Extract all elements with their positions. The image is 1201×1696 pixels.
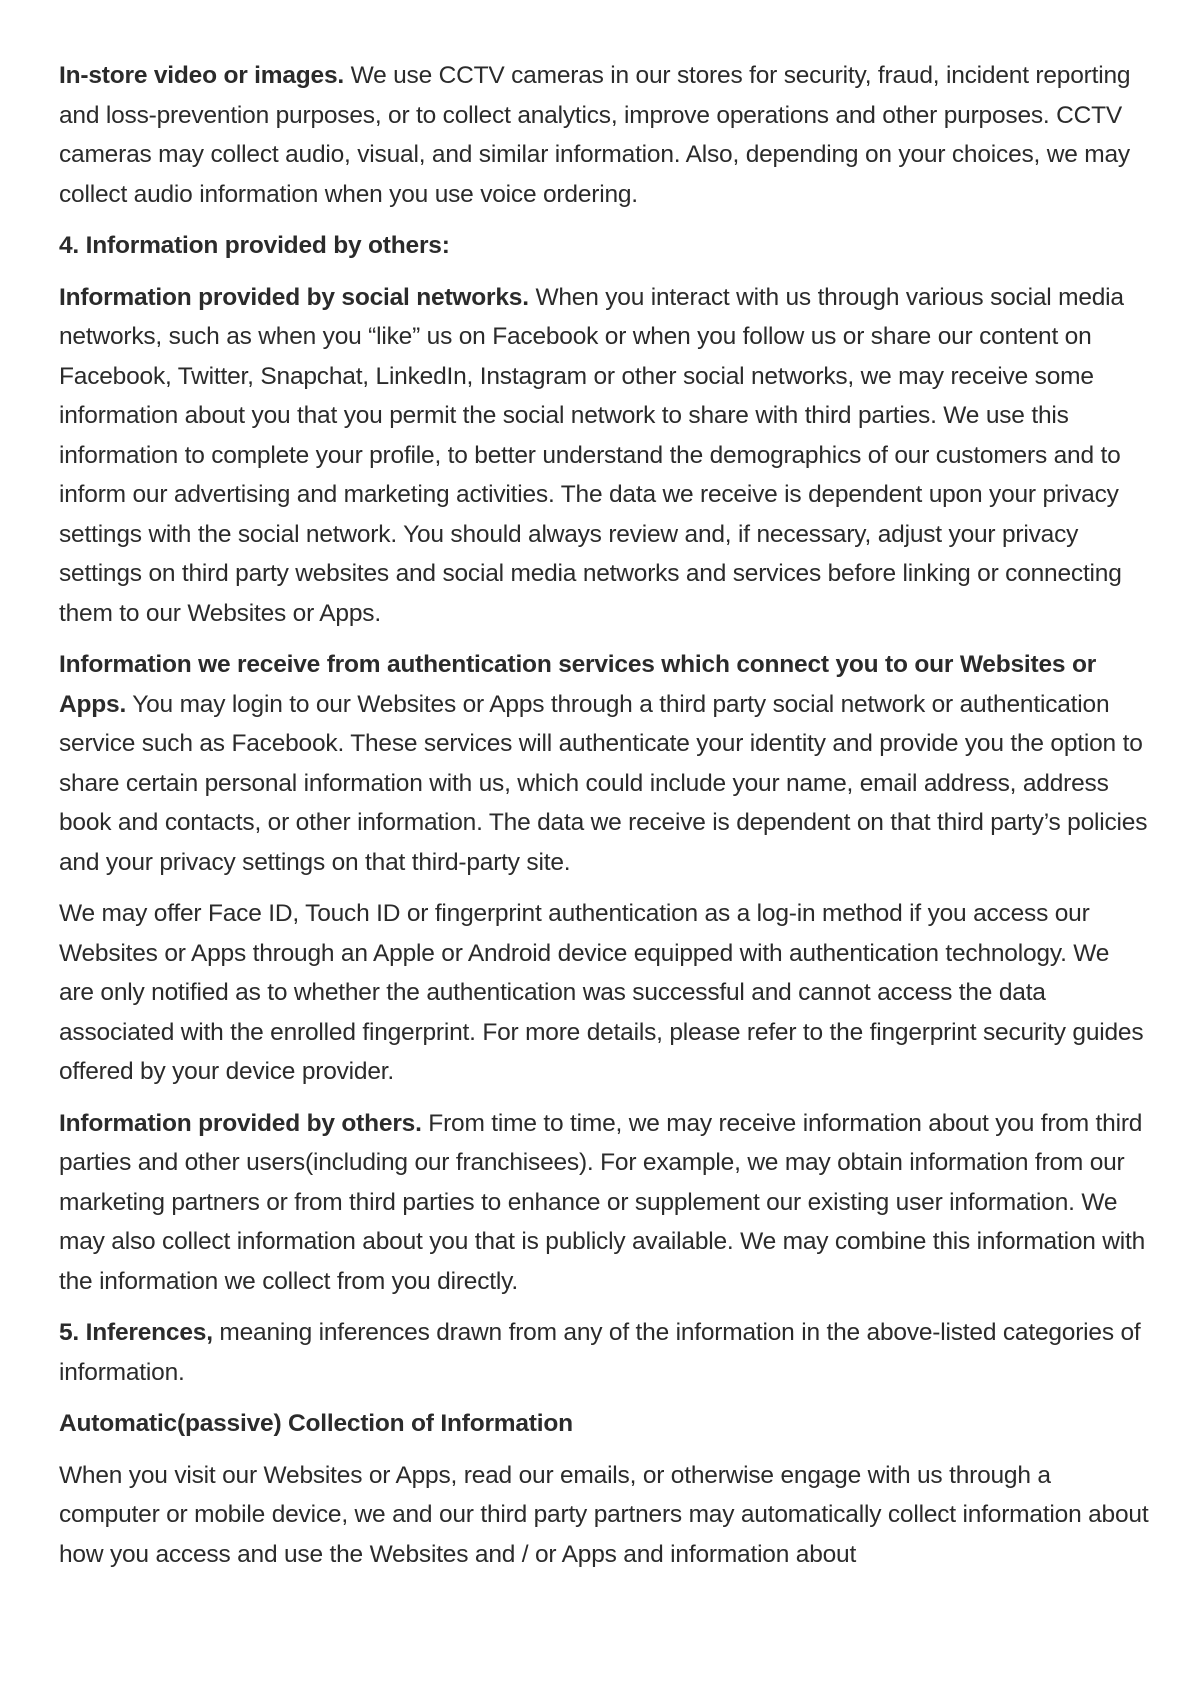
paragraph-automatic-collection: [59, 1456, 1149, 1575]
paragraph-text: We may offer Face ID, Touch ID or fingerprint authentication as a log-in method if you access our Websites or Apps through an Apple or Android device equipped with authentication technology. We are only notified as to whether the authentication was successful and cannot access the data associated with the enrolled fingerprint. For more details, please refer to the fingerprint security guides offered by your device provider.: [59, 900, 1144, 1085]
paragraph-text: meaning inferences drawn from any of the information in the above-listed categories of information.: [59, 1319, 1141, 1386]
paragraph-lead: Information provided by social networks.: [59, 283, 529, 311]
paragraph-text: From time to time, we may receive information about you from third parties and other users(including our franchisees). For example, we may obtain information from our marketing partners or from third parties to enhance or supplement our existing user information. We may also collect information about you that is publicly available. We may combine this information with the information we collect from you directly.: [59, 1109, 1146, 1295]
paragraph-lead: Information provided by others.: [59, 1109, 422, 1137]
paragraph-lead: 5. Inferences,: [59, 1319, 213, 1346]
paragraph-inferences: [59, 1313, 1149, 1392]
paragraph-lead: In-store video or images.: [59, 62, 344, 89]
paragraph-text: When you interact with us through various social media networks, such as when you “like” us on Facebook or when you follow us or share our content on Facebook, Twitter, Snapchat, LinkedIn, Instagram or other social networks, we may receive some information about you that you permit the social network to share with third parties. We use this information to complete your profile, to better understand the demographics of our customers and to inform our advertising and marketing activities. The data we receive is dependent upon your privacy settings with the social network. You should always review and, if necessary, adjust your privacy settings on third party websites and social media networks and services before linking or connecting them to our Websites or Apps.: [59, 283, 1124, 627]
paragraph-text: We use CCTV cameras in our stores for security, fraud, incident reporting and loss-prevention purposes, or to collect analytics, improve operations and other purposes. CCTV cameras may collect audio, visual, and similar information. Also, depending on your choices, we may collect audio information when you use voice ordering.: [59, 62, 1131, 208]
paragraph-text: When you visit our Websites or Apps, read our emails, or otherwise engage with us through a computer or mobile device, we and our third party partners may automatically collect information about how you access and use the Websites and / or Apps and information about: [59, 1461, 1149, 1568]
paragraph-in-store-video: [59, 56, 1149, 214]
document-page: [59, 56, 1149, 1586]
section-heading-information-provided-by-others: 4. Information provided by others:: [59, 232, 450, 259]
paragraph-provided-by-others: [59, 1104, 1149, 1302]
paragraph-face-id: [59, 894, 1149, 1092]
paragraph-authentication-services: [59, 645, 1149, 882]
section-heading-automatic-collection: Automatic(passive) Collection of Information: [59, 1410, 573, 1437]
paragraph-text: You may login to our Websites or Apps through a third party social network or authentication service such as Facebook. These services will authenticate your identity and provide you the option to share certain personal information with us, which could include your name, email address, address book and contacts, or other information. The data we receive is dependent on that third party’s policies and your privacy settings on that third-party site.: [59, 690, 1148, 876]
paragraph-lead: Information we receive from authentication services which connect you to our Websites or Apps.: [59, 651, 1097, 718]
paragraph-social-networks: [59, 278, 1149, 634]
